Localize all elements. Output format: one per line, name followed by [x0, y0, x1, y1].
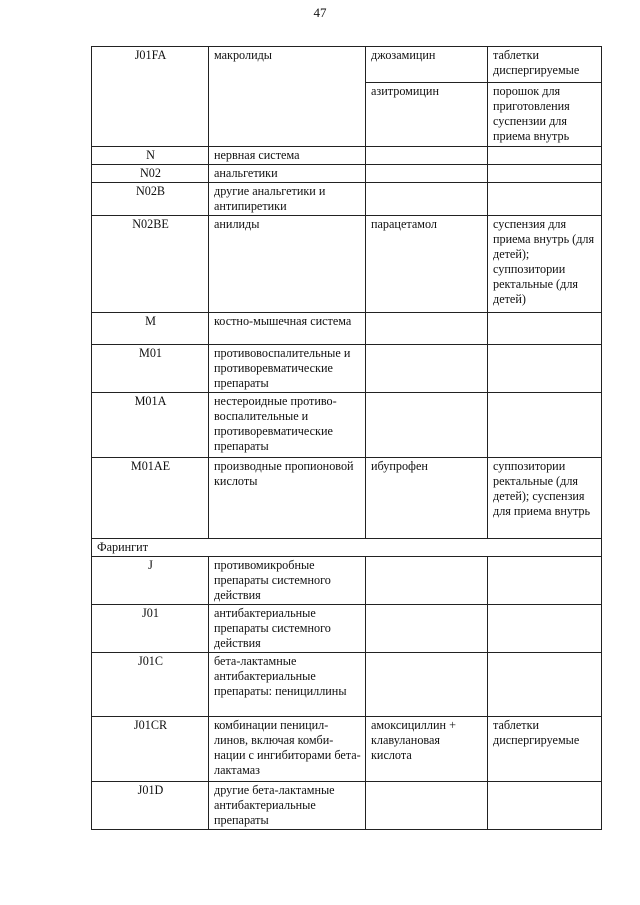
group-name: антибактериальные препараты системного действия [209, 605, 366, 653]
table-row [92, 216, 602, 313]
atc-code: N02B [92, 183, 209, 216]
table-row [92, 393, 602, 458]
group-name: другие бета-лактамные антибактериальные препараты [209, 782, 366, 830]
table-row [92, 47, 602, 83]
drug-name [366, 183, 488, 216]
atc-code: N [92, 147, 209, 165]
dosage-form [488, 557, 602, 605]
atc-code: J01 [92, 605, 209, 653]
drug-name [366, 345, 488, 393]
dosage-form: таблетки диспергируемые [488, 717, 602, 782]
table-row [92, 458, 602, 539]
atc-code: M [92, 313, 209, 345]
atc-code: N02 [92, 165, 209, 183]
dosage-form [488, 605, 602, 653]
atc-code: J01D [92, 782, 209, 830]
table-row [92, 653, 602, 717]
drug-name: парацетамол [366, 216, 488, 313]
section-heading: Фарингит [92, 539, 602, 557]
drug-name [366, 653, 488, 717]
drug-name [366, 605, 488, 653]
table-row [92, 345, 602, 393]
group-name: производные пропионовой кислоты [209, 458, 366, 539]
drug-name: амоксициллин + клавулановая кислота [366, 717, 488, 782]
drug-name [366, 147, 488, 165]
table-row [92, 183, 602, 216]
dosage-form [488, 147, 602, 165]
atc-code: N02BE [92, 216, 209, 313]
atc-code: J01C [92, 653, 209, 717]
group-name: анальгетики [209, 165, 366, 183]
group-name: макролиды [209, 47, 366, 147]
dosage-form [488, 393, 602, 458]
atc-code: J01FA [92, 47, 209, 147]
dosage-form [488, 345, 602, 393]
drug-name [366, 557, 488, 605]
dosage-form: суппозитории ректальные (для детей); суспензия для приема внутрь [488, 458, 602, 539]
table-row [92, 605, 602, 653]
dosage-form [488, 653, 602, 717]
group-name: бета-лактамные антибактериальные препараты: пенициллины [209, 653, 366, 717]
group-name: костно-мышечная система [209, 313, 366, 345]
dosage-form: суспензия для приема внутрь (для детей); суппозитории ректальные (для детей) [488, 216, 602, 313]
dosage-form [488, 313, 602, 345]
page-number: 47 [313, 5, 327, 20]
table-row [92, 782, 602, 830]
drug-name: азитромицин [366, 83, 488, 147]
dosage-form: таблетки диспергируемые [488, 47, 602, 83]
atc-code: J [92, 557, 209, 605]
group-name: анилиды [209, 216, 366, 313]
drug-name [366, 782, 488, 830]
atc-code: M01A [92, 393, 209, 458]
table-row [92, 313, 602, 345]
group-name: комбинации пеницил-линов, включая комби-нации с ингибиторами бета-лактамаз [209, 717, 366, 782]
group-name: нервная система [209, 147, 366, 165]
group-name: нестероидные противо-воспалительные и противоревматические препараты [209, 393, 366, 458]
table-row [92, 717, 602, 782]
drug-table [91, 46, 602, 830]
table-row [92, 147, 602, 165]
section-row [92, 539, 602, 557]
table-row [92, 165, 602, 183]
dosage-form [488, 165, 602, 183]
atc-code: J01CR [92, 717, 209, 782]
drug-name [366, 393, 488, 458]
dosage-form [488, 183, 602, 216]
group-name: противомикробные препараты системного действия [209, 557, 366, 605]
drug-name: джозамицин [366, 47, 488, 83]
drug-name: ибупрофен [366, 458, 488, 539]
dosage-form [488, 782, 602, 830]
group-name: противовоспалительные и противоревматические препараты [209, 345, 366, 393]
drug-name [366, 165, 488, 183]
atc-code: M01 [92, 345, 209, 393]
table-row [92, 557, 602, 605]
drug-name [366, 313, 488, 345]
group-name: другие анальгетики и антипиретики [209, 183, 366, 216]
dosage-form: порошок для приготовления суспензии для приема внутрь [488, 83, 602, 147]
atc-code: M01AE [92, 458, 209, 539]
